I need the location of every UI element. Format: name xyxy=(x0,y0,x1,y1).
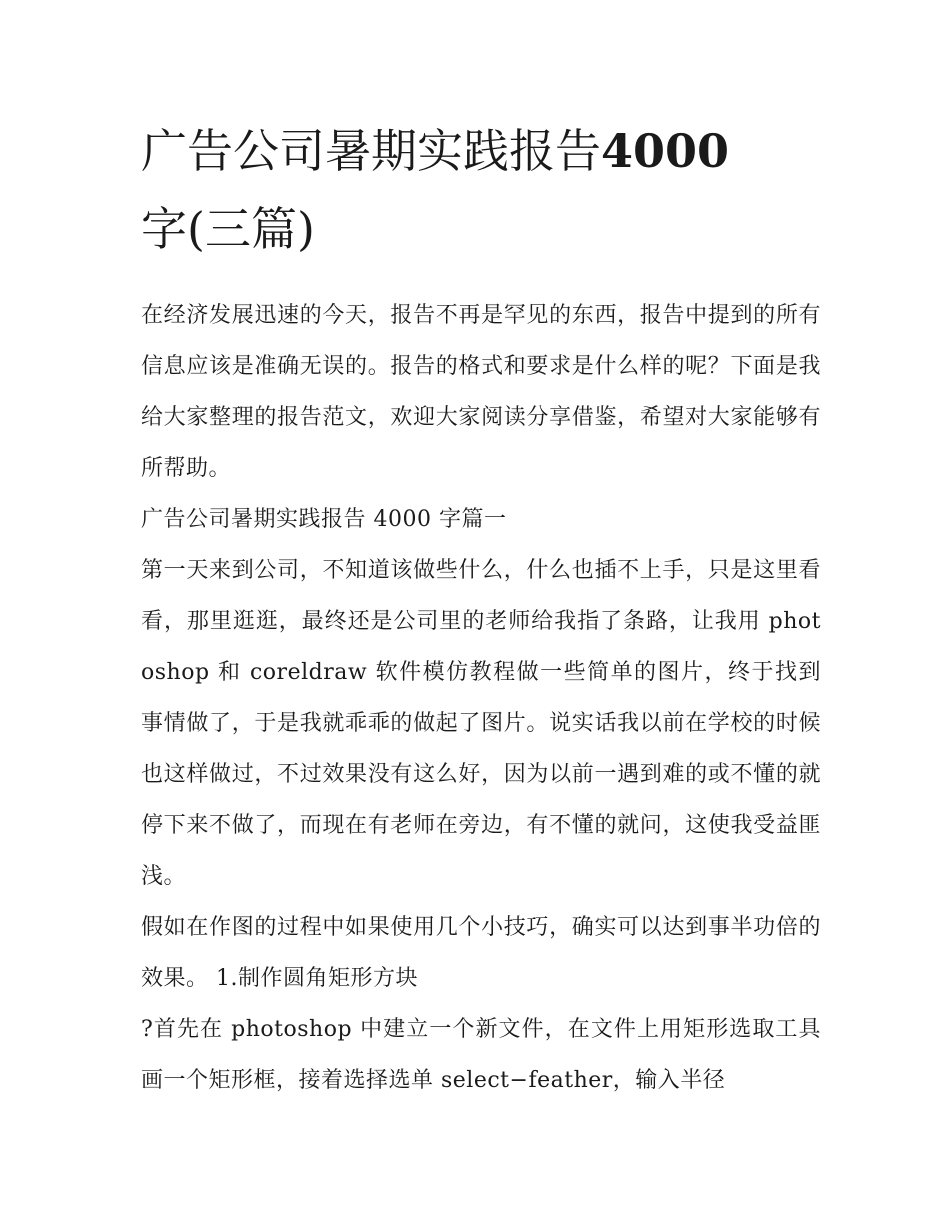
body-paragraph-1: 第一天来到公司，不知道该做些什么，什么也插不上手，只是这里看看，那里逛逛，最终还是公司里的老师给我指了条路，让我用 photoshop 和 coreldraw 软件模仿教程做一些简单的图片，终于找到事情做了，于是我就乖乖的做起了图片。说实话我以前在学校的时候也这样做过，不过效果没有这么好，因为以前一遇到难的或不懂的就停下来不做了，而现在有老师在旁边，有不懂的就问，这使我受益匪浅。 xyxy=(141,558,821,889)
intro-paragraph: 在经济发展迅速的今天，报告不再是罕见的东西，报告中提到的所有信息应该是准确无误的。报告的格式和要求是什么样的呢？下面是我给大家整理的报告范文，欢迎大家阅读分享借鉴，希望对大家能够有所帮助。 xyxy=(141,303,821,481)
section-heading: 广告公司暑期实践报告 4000 字篇一 xyxy=(141,507,507,532)
title-number: 4000 xyxy=(601,124,730,178)
title-text-part2: 字(三篇) xyxy=(141,202,315,256)
body-paragraph-3: ?首先在 photoshop 中建立一个新文件，在文件上用矩形选取工具画一个矩形框，接着选择选单 select−feather，输入半径 xyxy=(141,1017,821,1093)
document-title xyxy=(141,112,821,268)
title-text-part1: 广告公司暑期实践报告 xyxy=(141,124,601,178)
body-paragraph-2: 假如在作图的过程中如果使用几个小技巧，确实可以达到事半功倍的效果。 1.制作圆角矩形方块 xyxy=(141,915,821,991)
document-page xyxy=(141,112,821,1106)
